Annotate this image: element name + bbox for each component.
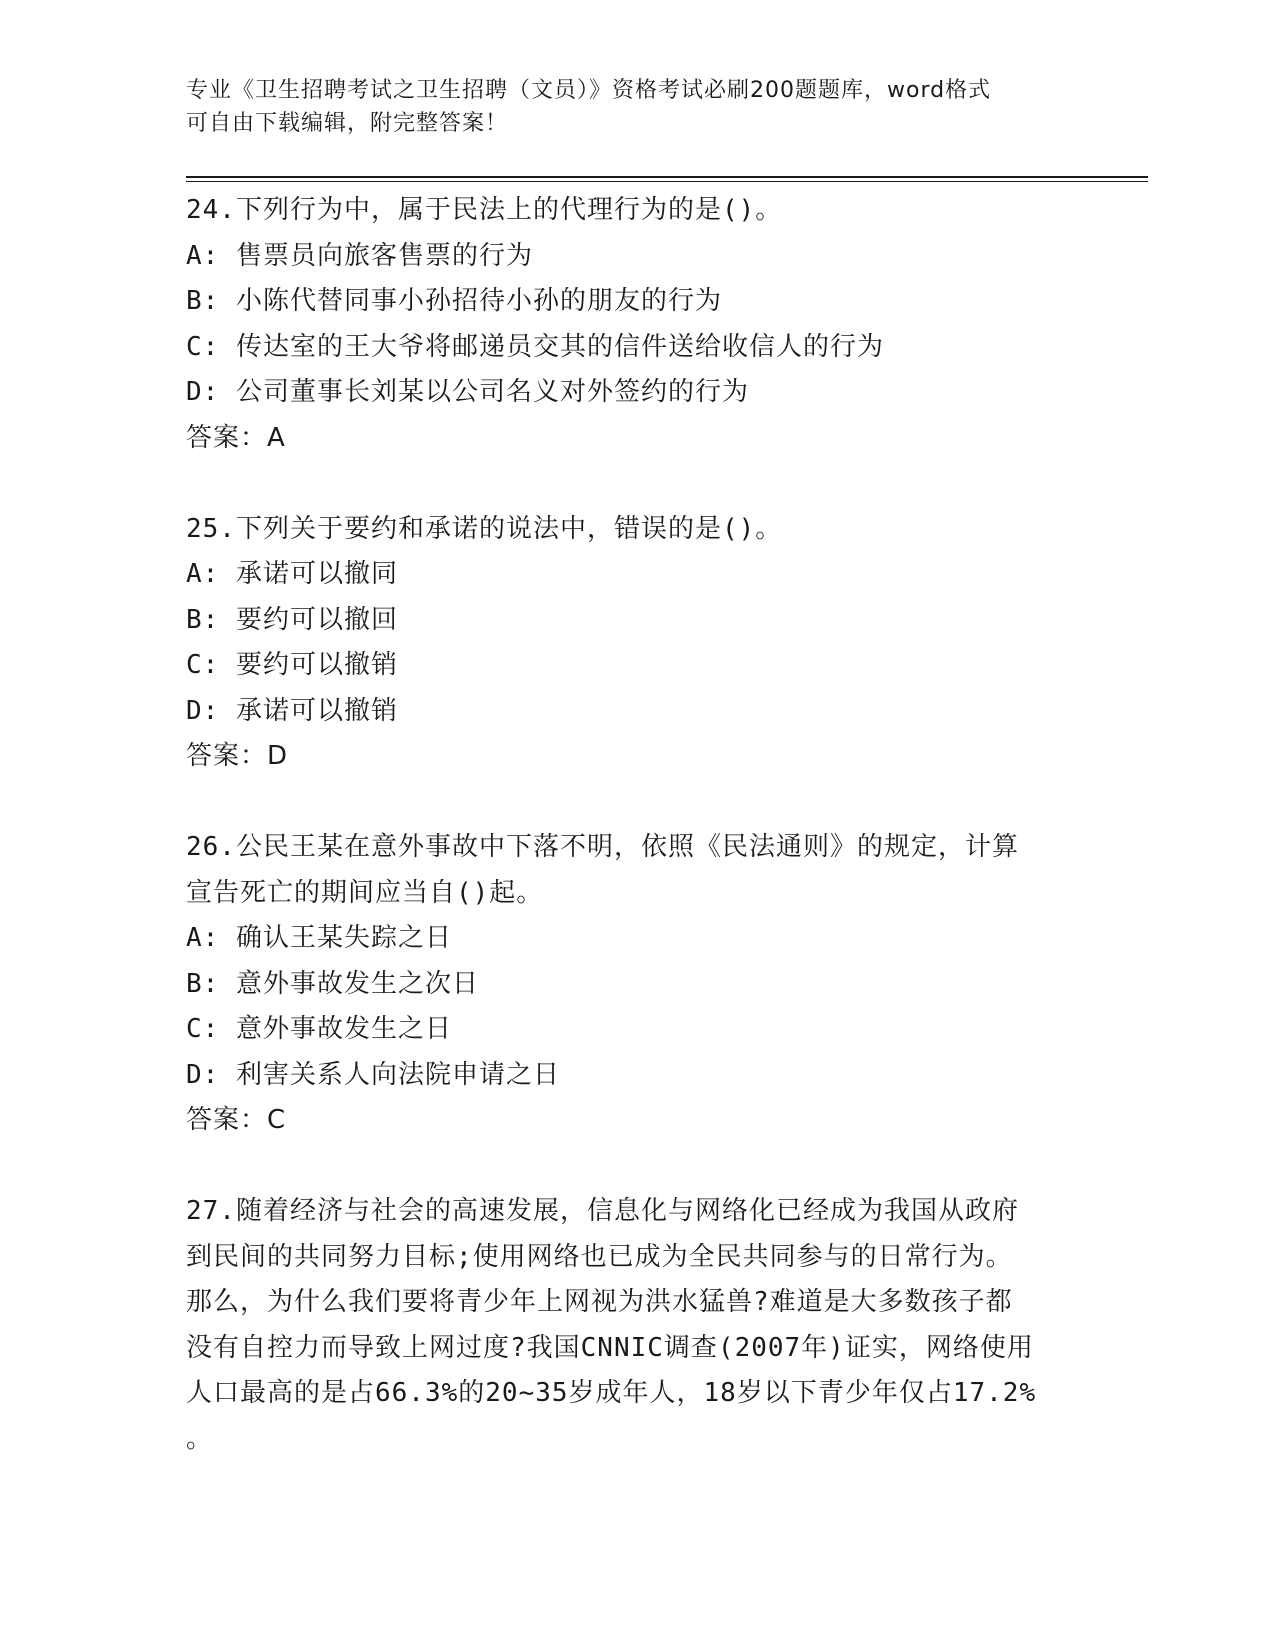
option-a: A: 承诺可以撤同 bbox=[186, 559, 398, 589]
question-27 bbox=[186, 1189, 1086, 1462]
answer-line: 答案：C bbox=[186, 1105, 287, 1135]
question-24 bbox=[186, 188, 1086, 461]
option-c: C: 传达室的王大爷将邮递员交其的信件送给收信人的行为 bbox=[186, 331, 884, 362]
option-a: A: 确认王某失踪之日 bbox=[186, 923, 452, 953]
question-stem-line-4: 没有自控力而导致上网过度?我国CNNIC调查(2007年)证实，网络使用 bbox=[186, 1332, 1034, 1363]
question-spacer bbox=[186, 461, 1086, 507]
question-stem-line-2: 到民间的共同努力目标;使用网络也已成为全民共同参与的日常行为。 bbox=[186, 1241, 1013, 1272]
option-c: C: 要约可以撤销 bbox=[186, 650, 398, 680]
question-stem-line-1: 26.公民王某在意外事故中下落不明，依照《民法通则》的规定，计算 bbox=[186, 832, 1019, 862]
answer-line: 答案：D bbox=[186, 741, 289, 771]
question-stem-line-2: 宣告死亡的期间应当自()起。 bbox=[186, 877, 544, 908]
header-divider-thin bbox=[186, 181, 1148, 182]
option-c: C: 意外事故发生之日 bbox=[186, 1014, 452, 1044]
header-divider bbox=[186, 176, 1148, 178]
option-b: B: 意外事故发生之次日 bbox=[186, 968, 479, 999]
option-b: B: 小陈代替同事小孙招待小孙的朋友的行为 bbox=[186, 286, 722, 316]
question-stem: 25.下列关于要约和承诺的说法中，错误的是()。 bbox=[186, 513, 783, 544]
question-25 bbox=[186, 507, 1086, 780]
option-b: B: 要约可以撤回 bbox=[186, 604, 398, 635]
question-stem-line-3: 那么，为什么我们要将青少年上网视为洪水猛兽?难道是大多数孩子都 bbox=[186, 1287, 1013, 1317]
header-line-1: 专业《卫生招聘考试之卫生招聘（文员）》资格考试必刷200题题库，word格式 bbox=[186, 78, 992, 103]
option-a: A: 售票员向旅客售票的行为 bbox=[186, 240, 533, 271]
header-line-2: 可自由下载编辑，附完整答案！ bbox=[186, 111, 509, 136]
question-spacer bbox=[186, 1144, 1086, 1190]
question-26 bbox=[186, 825, 1086, 1144]
option-d: D: 公司董事长刘某以公司名义对外签约的行为 bbox=[186, 377, 749, 407]
question-stem-line-5: 人口最高的是占66.3%的20~35岁成年人，18岁以下青少年仅占17.2% bbox=[186, 1378, 1037, 1408]
question-list bbox=[186, 188, 1086, 1462]
question-stem-line-1: 27.随着经济与社会的高速发展，信息化与网络化已经成为我国从政府 bbox=[186, 1196, 1019, 1226]
question-stem: 24.下列行为中，属于民法上的代理行为的是()。 bbox=[186, 195, 783, 225]
question-spacer bbox=[186, 780, 1086, 826]
option-d: D: 利害关系人向法院申请之日 bbox=[186, 1059, 560, 1090]
question-stem-line-6: 。 bbox=[186, 1423, 214, 1454]
answer-line: 答案：A bbox=[186, 422, 286, 453]
document-header bbox=[186, 74, 1066, 140]
option-d: D: 承诺可以撤销 bbox=[186, 695, 398, 726]
